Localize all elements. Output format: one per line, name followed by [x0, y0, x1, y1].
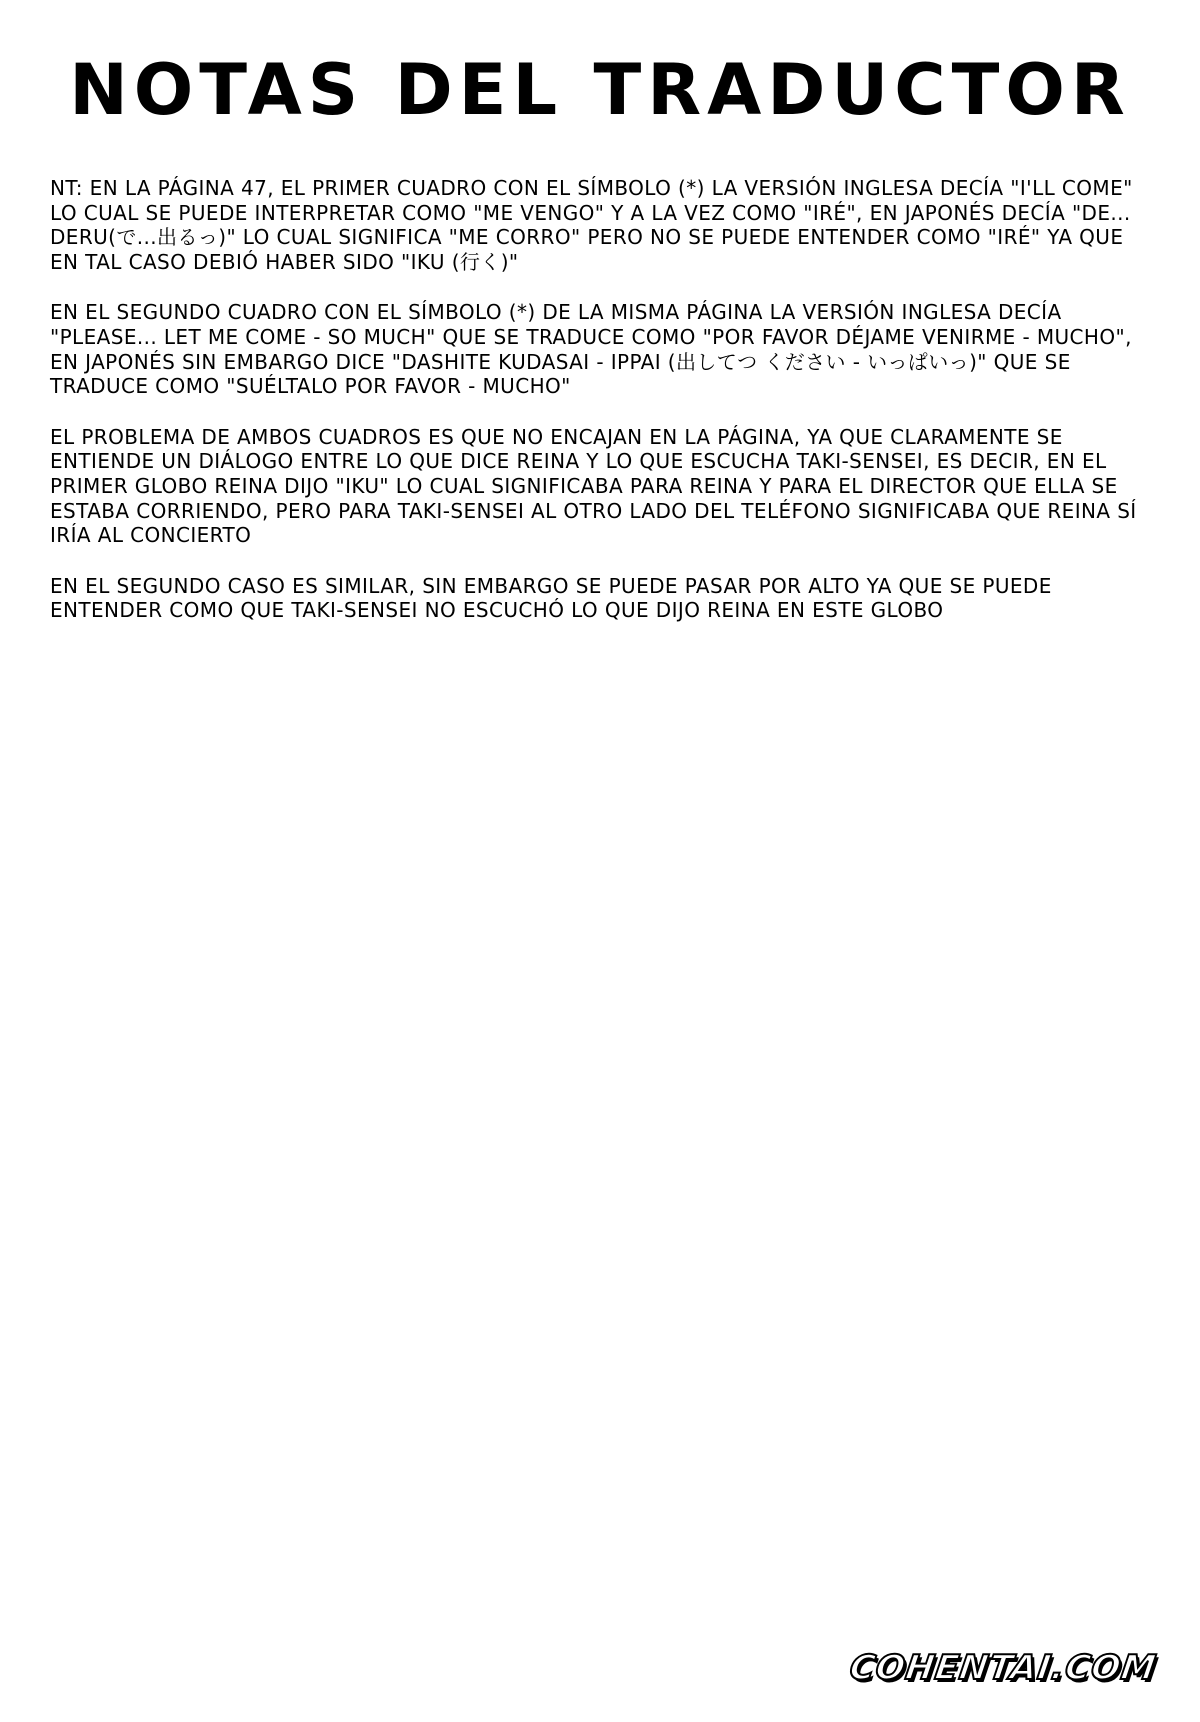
translator-notes — [50, 176, 1140, 649]
site-watermark-logo: COHENTAI.COM — [847, 1648, 1159, 1688]
note-paragraph-2: EN EL SEGUNDO CUADRO CON EL SÍMBOLO (*) DE LA MISMA PÁGINA LA VERSIÓN INGLESA DECÍA "PLEASE... LET ME COME - SO MUCH" QUE SE TRADUCE COMO "POR FAVOR DÉJAME VENIRME - MUCHO", EN JAPONÉS SIN EMBARGO DICE "DASHITE KUDASAI - IPPAI (出してつ ください - いっぱいっ)" QUE SE TRADUCE COMO "SUÉLTALO POR FAVOR - MUCHO" — [50, 300, 1132, 399]
note-paragraph-3: EL PROBLEMA DE AMBOS CUADROS ES QUE NO ENCAJAN EN LA PÁGINA, YA QUE CLARAMENTE SE ENTIENDE UN DIÁLOGO ENTRE LO QUE DICE REINA Y LO QUE ESCUCHA TAKI-SENSEI, ES DECIR, EN EL PRIMER GLOBO REINA DIJO "IKU" LO CUAL SIGNIFICABA PARA REINA Y PARA EL DIRECTOR QUE ELLA SE ESTABA CORRIENDO, PERO PARA TAKI-SENSEI AL OTRO LADO DEL TELÉFONO SIGNIFICABA QUE REINA SÍ IRÍA AL CONCIERTO — [50, 424, 1137, 548]
page-title: NOTAS DEL TRADUCTOR — [69, 49, 1131, 131]
note-paragraph-4: EN EL SEGUNDO CASO ES SIMILAR, SIN EMBARGO SE PUEDE PASAR POR ALTO YA QUE SE PUEDE ENTENDER COMO QUE TAKI-SENSEI NO ESCUCHÓ LO QUE DIJO REINA EN ESTE GLOBO — [50, 573, 1052, 623]
note-paragraph-1: NT: EN LA PÁGINA 47, EL PRIMER CUADRO CON EL SÍMBOLO (*) LA VERSIÓN INGLESA DECÍA "I'LL COME" LO CUAL SE PUEDE INTERPRETAR COMO "ME VENGO" Y A LA VEZ COMO "IRÉ", EN JAPONÉS DECÍA "DE... DERU(で...出るっ)" LO CUAL SIGNIFICA "ME CORRO" PERO NO SE PUEDE ENTENDER COMO "IRÉ" YA QUE EN TAL CASO DEBIÓ HABER SIDO "IKU (行く)" — [50, 176, 1133, 274]
